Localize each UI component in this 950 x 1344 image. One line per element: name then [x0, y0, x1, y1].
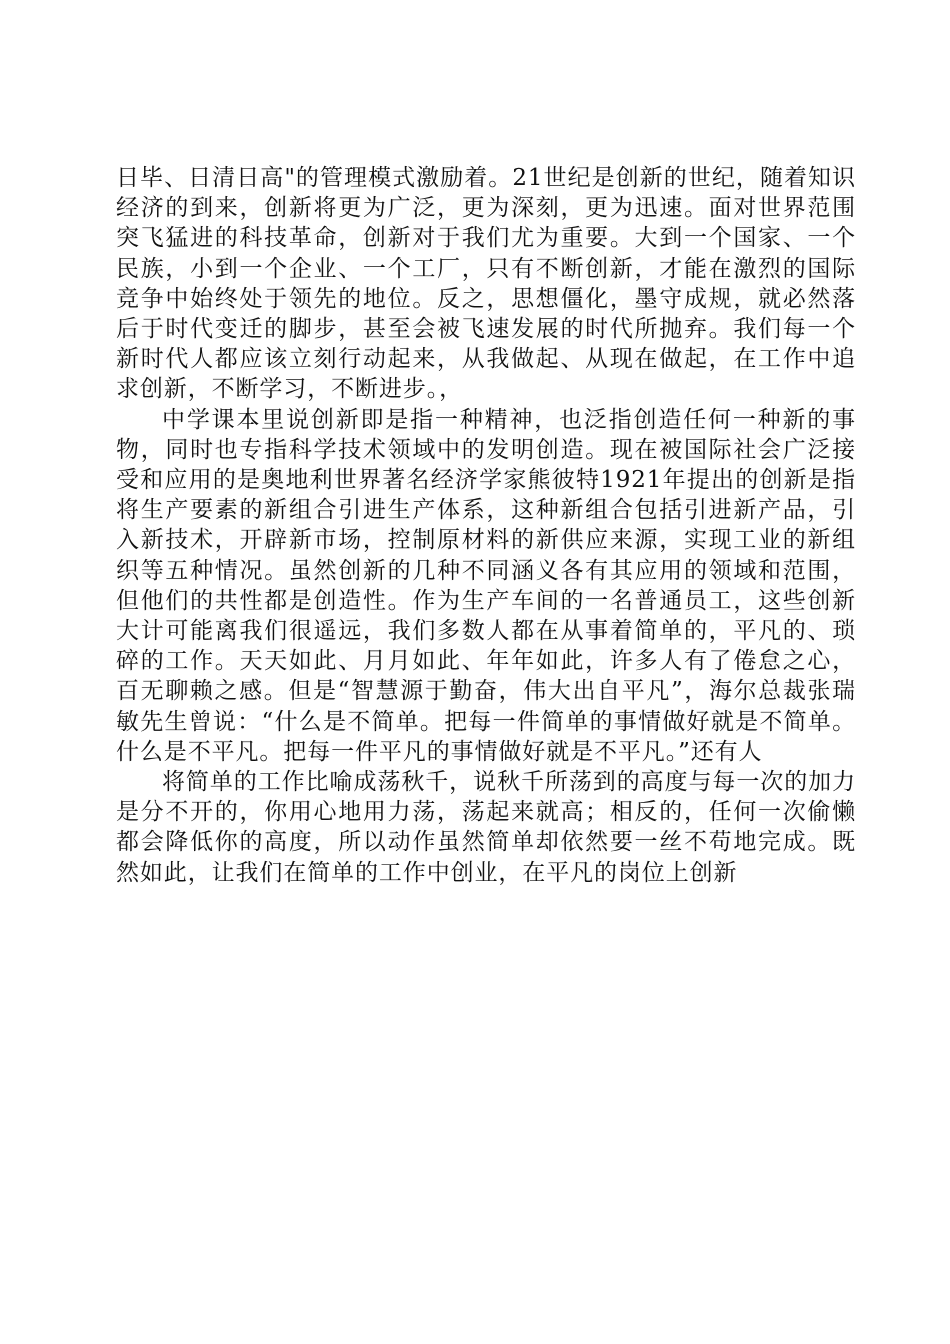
paragraph-2: 中学课本里说创新即是指一种精神，也泛指创造任何一种新的事物，同时也专指科学技术领域中的发明创造。现在被国际社会广泛接受和应用的是奥地利世界著名经济学家熊彼特1921年提出的创新是指将生产要素的新组合引进生产体系，这种新组合包括引进新产品，引入新技术，开辟新市场，控制原材料的新供应来源，实现工业的新组织等五种情况。虽然创新的几种不同涵义各有其应用的领域和范围，但他们的共性都是创造性。作为生产车间的一名普通员工，这些创新大计可能离我们很遥远，我们多数人都在从事着简单的，平凡的、琐碎的工作。天天如此、月月如此、年年如此，许多人有了倦怠之心，百无聊赖之感。但是“智慧源于勤奋，伟大出自平凡”，海尔总裁张瑞敏先生曾说：“什么是不简单。把每一件简单的事情做好就是不简单。什么是不平凡。把每一件平凡的事情做好就是不平凡。”还有人	[116, 406, 856, 765]
paragraph-3: 将简单的工作比喻成荡秋千，说秋千所荡到的高度与每一次的加力是分不开的，你用心地用力荡，荡起来就高；相反的，任何一次偷懒都会降低你的高度，所以动作虽然简单却依然要一丝不苟地完成。既然如此，让我们在简单的工作中创业，在平凡的岗位上创新	[116, 769, 856, 886]
paragraph-1: 日毕、日清日高"的管理模式激励着。21世纪是创新的世纪，随着知识经济的到来，创新将更为广泛，更为深刻，更为迅速。面对世界范围突飞猛进的科技革命，创新对于我们尤为重要。大到一个国家、一个民族，小到一个企业、一个工厂，只有不断创新，才能在激烈的国际竞争中始终处于领先的地位。反之，思想僵化，墨守成规，就必然落后于时代变迁的脚步，甚至会被飞速发展的时代所抛弃。我们每一个新时代人都应该立刻行动起来，从我做起、从现在做起，在工作中追求创新，不断学习，不断进步。，	[116, 165, 856, 403]
document-body	[116, 163, 856, 888]
